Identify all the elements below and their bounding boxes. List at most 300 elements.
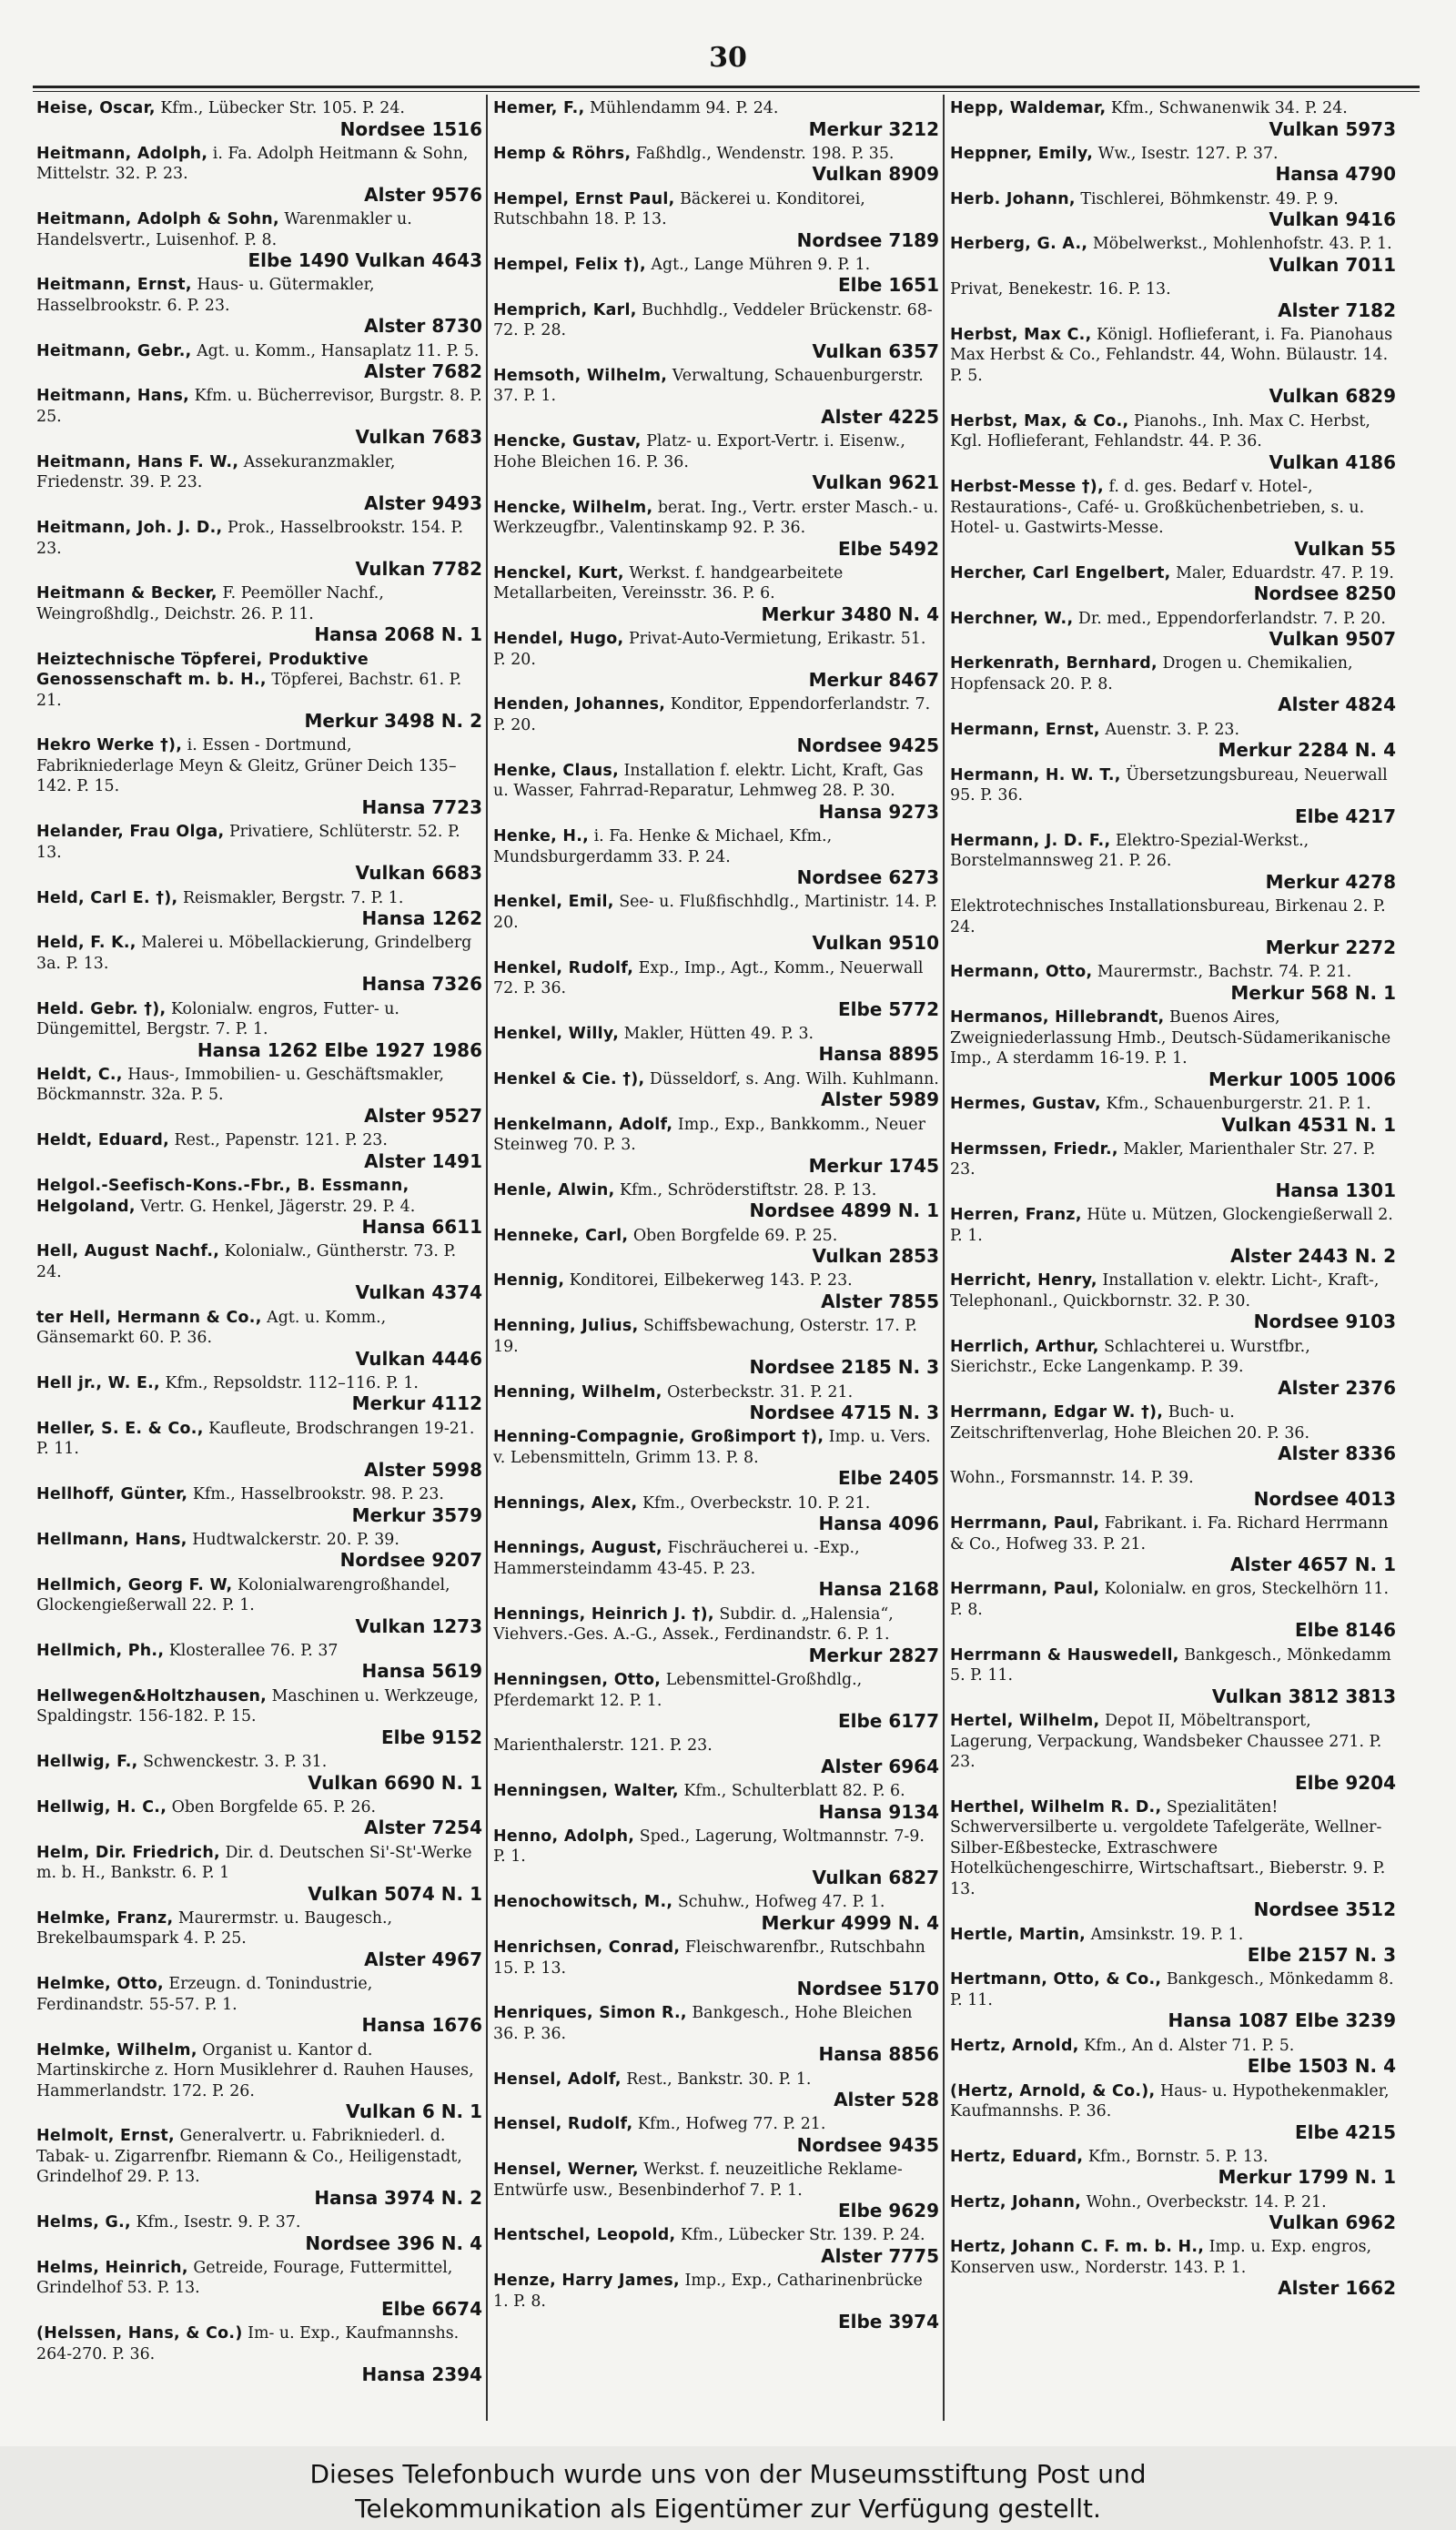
listing-entry (950, 2081, 1396, 2143)
entry-phone: Merkur 3579 (351, 1503, 482, 1526)
entry-phone: Elbe 2157 N. 3 (1247, 1944, 1396, 1967)
listing-entry (36, 822, 482, 884)
listing-entry (950, 2036, 1396, 2077)
entry-phone: Elbe 9152 (380, 1725, 482, 1748)
entry-detail: Sped., Lagerung, Woltmannstr. 7-9. P. 1. (493, 1827, 925, 1867)
entry-phone: Nordsee 4013 (1253, 1487, 1396, 1510)
entry-detail: Mühlendamm 94. P. 24. (590, 99, 779, 117)
entry-detail: Bankgesch., Mönkedamm 8. P. 11. (950, 1970, 1394, 2009)
entry-phone: Merkur 3498 N. 2 (304, 710, 482, 733)
listing-entry (950, 2192, 1396, 2233)
entry-detail: Reismakler, Bergstr. 7. P. 1. (182, 888, 404, 907)
entry-phone: Nordsee 4899 N. 1 (749, 1199, 939, 1222)
entry-phone: Vulkan 6357 (812, 339, 939, 362)
entry-phone: Hansa 1676 (361, 2014, 482, 2037)
entry-name: Helmke, Wilhelm, (36, 2040, 197, 2059)
listing-entry (36, 583, 482, 645)
listing-entry (36, 1308, 482, 1370)
entry-phone: Nordsee 3512 (1253, 1898, 1396, 1921)
listing-entry (493, 1827, 939, 1888)
entry-phone: Vulkan 7782 (355, 558, 482, 581)
listing-entry (36, 209, 482, 271)
entry-phone: Elbe 5492 (837, 537, 939, 560)
listing-entry (950, 2237, 1396, 2299)
entry-name: Hemp & Röhrs, (493, 144, 632, 163)
entry-name: Herrmann, Edgar W. †), (950, 1403, 1164, 1422)
column-divider (486, 95, 488, 2421)
entry-detail: See- u. Flußfischhdlg., Martinistr. 14. P. 20. (493, 893, 937, 932)
entry-phone: Nordsee 9425 (796, 734, 939, 757)
entry-name: Herrlich, Arthur, (950, 1337, 1099, 1356)
entry-name: Hellhoff, Günter, (36, 1485, 188, 1504)
entry-detail: Kolonialwarengroßhandel, Glockengießerwall 22. P. 1. (36, 1575, 450, 1615)
listing-entry (493, 1180, 939, 1221)
entry-detail: Haus- u. Hypothekenmakler, Kaufmannshs. P. 36. (950, 2081, 1390, 2120)
entry-detail: Drogen u. Chemikalien, Hopfensack 20. P. 8. (950, 654, 1353, 693)
entry-detail: Kfm., Lübecker Str. 139. P. 24. (680, 2226, 925, 2245)
entry-phone: Merkur 4278 (1265, 870, 1396, 893)
entry-name: Hell, August Nachf., (36, 1242, 220, 1261)
entry-name: Hellmich, Ph., (36, 1641, 165, 1660)
listing-entry (950, 765, 1396, 827)
entry-detail: Exp., Imp., Agt., Komm., Neuerwall 72. P. 36. (493, 958, 924, 998)
entry-phone: Nordsee 9435 (796, 2133, 939, 2156)
listing-entry (36, 999, 482, 1061)
entry-phone: Elbe 4215 (1294, 2120, 1396, 2143)
listing-entry (950, 720, 1396, 761)
entry-name: Hennings, Heinrich J. †), (493, 1604, 714, 1624)
entry-name: Henkel & Cie. †), (493, 1069, 645, 1088)
entry-detail: Werkst. f. handgearbeitete Metallarbeiten, Vereinsstr. 36. P. 6. (493, 563, 844, 603)
listing-entry (950, 1205, 1396, 1267)
entry-name: Hermssen, Friedr., (950, 1139, 1118, 1159)
entry-phone: Nordsee 8250 (1253, 582, 1396, 605)
entry-phone: Hansa 2394 (361, 2363, 482, 2386)
entry-phone: Vulkan 5973 (1269, 117, 1396, 140)
entry-phone: Alster 528 (834, 2089, 939, 2111)
entry-phone: Vulkan 6 N. 1 (346, 2100, 482, 2122)
entry-name: Heitmann, Gebr., (36, 341, 192, 360)
listing-entry (493, 144, 939, 185)
entry-phone: Alster 1491 (364, 1149, 482, 1172)
listing-entry (36, 1419, 482, 1481)
entry-phone: Nordsee 2185 N. 3 (749, 1356, 939, 1379)
entry-phone: Vulkan 55 (1294, 537, 1396, 560)
entry-phone: Alster 2443 N. 2 (1229, 1245, 1396, 1268)
entry-phone: Alster 5989 (821, 1088, 939, 1111)
entry-phone: Hansa 8895 (818, 1043, 939, 1066)
entry-detail: Generalvertr. u. Fabrikniederl. d. Tabak- u. Zigarrenfbr. Riemann & Co., Heiligenstadt, Grindelhof 29. P. 13. (36, 2127, 462, 2187)
entry-name: Henning, Wilhelm, (493, 1382, 662, 1402)
entry-name: Herthel, Wilhelm R. D., (950, 1797, 1162, 1817)
entry-name: Henno, Adolph, (493, 1827, 635, 1846)
listing-entry (36, 452, 482, 514)
entry-name: Helms, G., (36, 2213, 131, 2232)
entry-phone: Merkur 2284 N. 4 (1218, 739, 1396, 762)
listing-entry (493, 498, 939, 560)
entry-name: (Helssen, Hans, & Co.) (36, 2324, 243, 2343)
entry-detail: Kfm., Schröderstiftstr. 28. P. 13. (620, 1180, 877, 1199)
listing-entry (36, 1974, 482, 2036)
entry-detail: Tischlerei, Böhmkenstr. 49. P. 9. (1080, 189, 1339, 208)
entry-name: Hertz, Johann, (950, 2192, 1082, 2211)
entry-detail: Kfm., Schulterblatt 82. P. 6. (683, 1782, 905, 1801)
entry-name: Hennings, Alex, (493, 1493, 638, 1513)
entry-name: Hentschel, Leopold, (493, 2226, 676, 2245)
entry-name: Herb. Johann, (950, 189, 1076, 208)
listing-entry (950, 1270, 1396, 1332)
entry-name: Helms, Heinrich, (36, 2258, 188, 2277)
entry-detail: Privatiere, Schlüterstr. 52. P. 13. (36, 823, 460, 862)
entry-phone: Vulkan 9416 (1269, 208, 1396, 231)
listing-entry (36, 2323, 482, 2385)
entry-phone: Elbe 4217 (1294, 805, 1396, 827)
entry-detail: Bankgesch., Hohe Bleichen 36. P. 36. (493, 2004, 913, 2043)
listing-entry (950, 1925, 1396, 1966)
entry-name: Heitmann, Adolph & Sohn, (36, 210, 279, 229)
listing-entry (36, 386, 482, 448)
listing-entry (493, 761, 939, 823)
entry-phone: Vulkan 4186 (1269, 450, 1396, 473)
entry-phone: Nordsee 9103 (1253, 1311, 1396, 1333)
entry-phone: Hansa 2068 N. 1 (314, 623, 482, 646)
entry-name: Hemer, F., (493, 99, 585, 117)
entry-name: Held, F. K., (36, 934, 136, 953)
entry-name: Henke, H., (493, 827, 590, 846)
listing-entry (36, 1641, 482, 1682)
entry-phone: Vulkan 7011 (1269, 253, 1396, 276)
listing-entry (950, 234, 1396, 275)
entry-name: Henckel, Kurt, (493, 563, 624, 582)
listing-entry (493, 694, 939, 756)
listing-entry (36, 98, 482, 139)
listing-entry (36, 144, 482, 206)
listing-entry (950, 1007, 1396, 1089)
listing-entry (950, 1711, 1396, 1793)
entry-detail: Imp. u. Vers. v. Lebensmitteln, Grimm 13. P. 8. (493, 1428, 931, 1467)
listing-entry (493, 2160, 939, 2221)
entry-name: Hendel, Hugo, (493, 630, 624, 649)
listing-entry (36, 1797, 482, 1838)
listing-entry (36, 1843, 482, 1905)
entry-phone: Hansa 4096 (818, 1513, 939, 1535)
entry-phone: Vulkan 9507 (1269, 628, 1396, 651)
entry-phone: Merkur 4112 (351, 1392, 482, 1415)
entry-phone: Elbe 1490 Vulkan 4643 (248, 249, 482, 272)
entry-phone: Vulkan 4374 (355, 1281, 482, 1304)
entry-detail: F. Peemöller Nachf., Weingroßhdlg., Deichstr. 26. P. 11. (36, 584, 384, 623)
listing-entry (493, 629, 939, 691)
listing-entry (950, 1579, 1396, 1641)
entry-detail: Installation v. elektr. Licht-, Kraft-, Telephonanl., Quickbornstr. 32. P. 30. (950, 1271, 1380, 1311)
entry-detail: Subdir. d. „Halensia“, Viehvers.-Ges. A.-G., Assek., Ferdinandstr. 6. P. 1. (493, 1604, 894, 1644)
entry-name: Helm, Dir. Friedrich, (36, 1843, 220, 1862)
listing-entry (493, 189, 939, 251)
listing-entry (950, 1139, 1396, 1201)
entry-detail: Privat, Benekestr. 16. P. 13. (950, 280, 1171, 299)
entry-phone: Elbe 1503 N. 4 (1247, 2055, 1396, 2078)
entry-detail: Schuhw., Hofweg 47. P. 1. (677, 1893, 885, 1912)
entry-name: Hermann, H. W. T., (950, 765, 1121, 784)
entry-phone: Alster 4225 (821, 405, 939, 428)
entry-detail: Maler, Eduardstr. 47. P. 19. (1176, 563, 1394, 582)
entry-name: Heppner, Emily, (950, 144, 1094, 163)
entry-name: Herbst, Max, & Co., (950, 411, 1129, 430)
entry-detail: Bankgesch., Mönkedamm 5. P. 11. (950, 1645, 1391, 1685)
entry-name: Henrichsen, Conrad, (493, 1938, 681, 1957)
listing-entry (493, 1270, 939, 1311)
listing-entry (36, 650, 482, 732)
entry-phone: Vulkan 6683 (355, 862, 482, 885)
entry-phone: Hansa 1262 Elbe 1927 1986 (197, 1038, 482, 1061)
entry-name: ter Hell, Hermann & Co., (36, 1308, 262, 1327)
entry-detail: Kolonialw. en gros, Steckelhörn 11. P. 8. (950, 1580, 1389, 1619)
entry-phone: Hansa 6611 (361, 1216, 482, 1239)
entry-detail: Makler, Marienthaler Str. 27. P. 23. (950, 1139, 1376, 1179)
entry-phone: Elbe 1651 (837, 274, 939, 297)
entry-phone: Alster 7775 (821, 2244, 939, 2267)
entry-detail: Warenmakler u. Handelsvertr., Luisenhof. P. 8. (36, 210, 412, 249)
listing-entry (493, 892, 939, 954)
entry-phone: Alster 7855 (821, 1290, 939, 1312)
listing-entry (36, 1530, 482, 1571)
entry-name: Henriques, Simon R., (493, 2004, 687, 2023)
entry-name: Heitmann, Ernst, (36, 276, 192, 295)
entry-detail: Wohn., Overbeckstr. 14. P. 21. (1086, 2192, 1327, 2211)
entry-phone: Merkur 568 N. 1 (1230, 981, 1396, 1004)
listing-entry (36, 888, 482, 929)
entry-phone: Elbe 3974 (837, 2311, 939, 2333)
entry-detail: Übersetzungsbureau, Neuerwall 95. P. 36. (950, 765, 1388, 805)
entry-name: Henze, Harry James, (493, 2272, 680, 2291)
entry-phone: Vulkan 3812 3813 (1211, 1685, 1396, 1707)
listing-entry (36, 1752, 482, 1793)
entry-phone: Hansa 4790 (1275, 163, 1396, 186)
entry-phone: Vulkan 9621 (812, 471, 939, 494)
entry-phone: Hansa 1087 Elbe 3239 (1168, 2009, 1396, 2032)
entry-detail: Fabrikant. i. Fa. Richard Herrmann & Co., Hofweg 33. P. 21. (950, 1514, 1389, 1553)
entry-name: Hempel, Felix †), (493, 255, 646, 274)
listing-entry (493, 2003, 939, 2065)
entry-detail: Privat-Auto-Vermietung, Erikastr. 51. P. 20. (493, 630, 926, 669)
entry-phone: Merkur 2272 (1265, 936, 1396, 959)
entry-phone: Elbe 5772 (837, 997, 939, 1020)
entry-name: Henden, Johannes, (493, 695, 666, 714)
entry-phone: Hansa 1301 (1275, 1179, 1396, 1201)
entry-detail: Organist u. Kantor d. Martinskirche z. Horn Musiklehrer d. Rauhen Hauses, Hammerlandstr. 172. P. 26. (36, 2040, 474, 2100)
listing-entry (950, 279, 1396, 320)
entry-name: Held, Carl E. †), (36, 888, 178, 907)
entry-phone: Alster 8730 (364, 315, 482, 338)
entry-detail: Im- u. Exp., Kaufmannshs. 264-270. P. 36. (36, 2324, 460, 2363)
entry-name: Hercher, Carl Engelbert, (950, 563, 1171, 582)
listing-entry (36, 518, 482, 580)
entry-phone: Merkur 4999 N. 4 (761, 1911, 939, 1934)
entry-name: Hertz, Eduard, (950, 2147, 1084, 2166)
listing-entry (36, 1130, 482, 1171)
listing-entry (493, 1316, 939, 1378)
entry-name: Hellwegen&Holtzhausen, (36, 1686, 268, 1705)
listing-entry (36, 1176, 482, 1238)
entry-name: Hellmann, Hans, (36, 1530, 187, 1549)
entry-phone: Hansa 9134 (818, 1800, 939, 1823)
listing-entry (36, 1575, 482, 1637)
listing-entry (493, 1382, 939, 1423)
entry-phone: Alster 5998 (364, 1458, 482, 1481)
entry-phone: Alster 4824 (1278, 693, 1396, 716)
entry-name: Heldt, Eduard, (36, 1131, 170, 1150)
entry-name: Hellwig, F., (36, 1753, 138, 1772)
entry-detail: Erzeugn. d. Tonindustrie, Ferdinandstr. 55-57. P. 1. (36, 1975, 373, 2014)
entry-detail: Osterbeckstr. 31. P. 21. (667, 1382, 854, 1402)
entry-name: Heitmann & Becker, (36, 584, 217, 603)
entry-name: Henningsen, Otto, (493, 1671, 662, 1690)
entry-phone: Alster 9576 (364, 183, 482, 206)
column-divider (943, 95, 945, 2421)
entry-detail: Vertr. G. Henkel, Jägerstr. 29. P. 4. (140, 1197, 416, 1216)
entry-phone: Hansa 8856 (818, 2043, 939, 2066)
entry-name: Hertel, Wilhelm, (950, 1712, 1100, 1731)
entry-phone: Vulkan 7683 (355, 426, 482, 449)
entry-phone: Nordsee 5170 (796, 1978, 939, 1999)
entry-detail: Kfm., Repsoldstr. 112–116. P. 1. (165, 1373, 419, 1392)
entry-detail: Maurermstr. u. Baugesch., Brekelbaumspark 4. P. 25. (36, 1908, 393, 1948)
listing-entry (493, 958, 939, 1020)
entry-detail: i. Fa. Adolph Heitmann & Sohn, Mittelstr. 32. P. 23. (36, 144, 469, 184)
entry-phone: Vulkan 4446 (355, 1347, 482, 1370)
listing-entry (493, 1115, 939, 1177)
listing-entry (950, 189, 1396, 230)
entry-name: Hemsoth, Wilhelm, (493, 366, 668, 385)
entry-name: Helmke, Otto, (36, 1975, 164, 1994)
listing-entry (36, 275, 482, 337)
entry-detail: Pianohs., Inh. Max C. Herbst, Kgl. Hoflieferant, Fehlandstr. 44. P. 36. (950, 411, 1370, 451)
listing-entry (493, 1892, 939, 1933)
entry-phone: Hansa 2168 (818, 1578, 939, 1601)
entry-detail: Buchhdlg., Veddeler Brückenstr. 68-72. P. 28. (493, 300, 933, 340)
entry-detail: Rest., Bankstr. 30. P. 1. (626, 2070, 812, 2089)
entry-name: Heitmann, Hans F. W., (36, 452, 239, 471)
entry-detail: Elektro-Spezial-Werkst., Borstelmannsweg 21. P. 26. (950, 831, 1309, 871)
entry-phone: Hansa 7723 (361, 795, 482, 818)
entry-detail: Kfm., Bornstr. 5. P. 13. (1087, 2147, 1269, 2166)
footer-line: Dieses Telefonbuch wurde uns von der Museumsstiftung Post und (309, 2459, 1147, 2489)
entry-detail: Getreide, Fourage, Futtermittel, Grindelhof 53. P. 13. (36, 2258, 453, 2298)
entry-name: Helgol.-Seefisch-Kons.-Fbr., B. Essmann, Helgoland, (36, 1177, 410, 1216)
listing-entry (493, 1736, 939, 1776)
listing-entry (493, 431, 939, 493)
entry-name: Herrmann, Paul, (950, 1514, 1100, 1533)
entry-phone: Elbe 6177 (837, 1710, 939, 1733)
entry-phone: Nordsee 6273 (796, 866, 939, 889)
listing-entry (493, 1781, 939, 1822)
entry-name: Hekro Werke †), (36, 736, 183, 755)
entry-name: Herberg, G. A., (950, 235, 1088, 254)
listing-entry (36, 1241, 482, 1303)
footer-line: Telekommunikation als Eigentümer zur Verfügung gestellt. (355, 2494, 1101, 2524)
listing-entry (36, 341, 482, 382)
entry-name: Herren, Franz, (950, 1206, 1082, 1225)
entry-name: Henning-Compagnie, Großimport †), (493, 1428, 824, 1447)
entry-phone: Alster 7682 (364, 360, 482, 383)
entry-phone: Alster 7182 (1278, 299, 1396, 321)
entry-phone: Hansa 9273 (818, 800, 939, 823)
listing-entry (950, 98, 1396, 139)
listing-entry (493, 1069, 939, 1110)
listing-entry (950, 831, 1396, 893)
entry-phone: Elbe 6674 (380, 2297, 482, 2320)
listing-entry (493, 366, 939, 428)
listing-entry (36, 1908, 482, 1970)
entry-name: Hensel, Werner, (493, 2161, 639, 2180)
entry-name: Hennig, (493, 1271, 565, 1290)
listing-entry (950, 411, 1396, 473)
entry-detail: Malerei u. Möbellackierung, Grindelberg 3a. P. 13. (36, 934, 472, 973)
entry-detail: Depot II, Möbeltransport, Lagerung, Verpackung, Wandsbeker Chaussee 271. P. 23. (950, 1712, 1382, 1772)
entry-name: Hensel, Rudolf, (493, 2115, 633, 2134)
header-rule-thin (33, 91, 1420, 92)
listing-entry (950, 144, 1396, 185)
listing-entry (493, 98, 939, 139)
listing-entry (493, 1024, 939, 1065)
entry-phone: Alster 8336 (1278, 1442, 1396, 1465)
entry-name: Hermes, Gustav, (950, 1095, 1101, 1114)
entry-detail: Faßhdlg., Wendenstr. 198. P. 35. (635, 144, 895, 163)
listing-entry (493, 2070, 939, 2110)
entry-name: Hencke, Wilhelm, (493, 498, 653, 517)
listing-entry (36, 1065, 482, 1127)
listing-entry (950, 609, 1396, 650)
listing-entry (493, 255, 939, 296)
listing-entry (950, 1513, 1396, 1575)
entry-detail: Elektrotechnisches Installationsbureau, Birkenau 2. P. 24. (950, 897, 1386, 936)
entry-detail: Agt. u. Komm., Hansaplatz 11. P. 5. (197, 341, 480, 360)
entry-name: Heise, Oscar, (36, 99, 156, 117)
entry-detail: Platz- u. Export-Vertr. i. Eisenw., Hohe Bleichen 16. P. 36. (493, 432, 905, 471)
entry-name: Henkel, Emil, (493, 893, 614, 912)
listing-entry (950, 1969, 1396, 2031)
entry-phone: Merkur 1745 (808, 1154, 939, 1177)
entry-detail: Spezialitäten! Schwerversilberte u. vergoldete Tafelgeräte, Wellner-Silber-Eßbestecke, Extraschwere Hotelküchengeschirre, Wirtschaftsart., Bieberstr. 9. P. 13. (950, 1797, 1386, 1898)
entry-detail: Agt., Lange Mühren 9. P. 1. (651, 255, 871, 274)
entry-detail: Buch- u. Zeitschriftenverlag, Hohe Bleichen 20. P. 36. (950, 1403, 1310, 1442)
entry-detail: Töpferei, Bachstr. 61. P. 21. (36, 671, 462, 710)
listing-entry (493, 2225, 939, 2266)
entry-name: Herrmann & Hauswedell, (950, 1645, 1179, 1665)
entry-detail: Kfm., Isestr. 9. P. 37. (136, 2213, 301, 2232)
entry-phone: Hansa 3974 N. 2 (314, 2186, 482, 2209)
entry-name: Hepp, Waldemar, (950, 99, 1107, 117)
entry-detail: berat. Ing., Vertr. erster Masch.- u. Werkzeugfbr., Valentinskamp 92. P. 36. (493, 498, 939, 538)
entry-name: Herbst, Max C., (950, 325, 1092, 344)
entry-detail: Schwenckestr. 3. P. 31. (143, 1753, 328, 1772)
entry-phone: Nordsee 7189 (796, 228, 939, 251)
entry-name: Hermanos, Hillebrandt, (950, 1008, 1165, 1027)
entry-detail: Werkst. f. neuzeitliche Reklame-Entwürfe usw., Besenbinderhof 7. P. 1. (493, 2161, 903, 2200)
entry-name: Henkel, Willy, (493, 1024, 620, 1043)
entry-name: Heiztechnische Töpferei, Produktive Genossenschaft m. b. H., (36, 650, 369, 690)
entry-phone: Vulkan 9510 (812, 932, 939, 955)
entry-phone: Vulkan 6690 N. 1 (308, 1771, 482, 1794)
entry-name: Heller, S. E. & Co., (36, 1419, 204, 1438)
entry-name: Herrmann, Paul, (950, 1580, 1100, 1599)
entry-name: Henkelmann, Adolf, (493, 1115, 673, 1134)
listing-entry (36, 1686, 482, 1748)
entry-name: Heitmann, Hans, (36, 387, 190, 406)
listing-entry (36, 2126, 482, 2208)
listing-entry (950, 1402, 1396, 1464)
listing-entry (493, 1427, 939, 1489)
